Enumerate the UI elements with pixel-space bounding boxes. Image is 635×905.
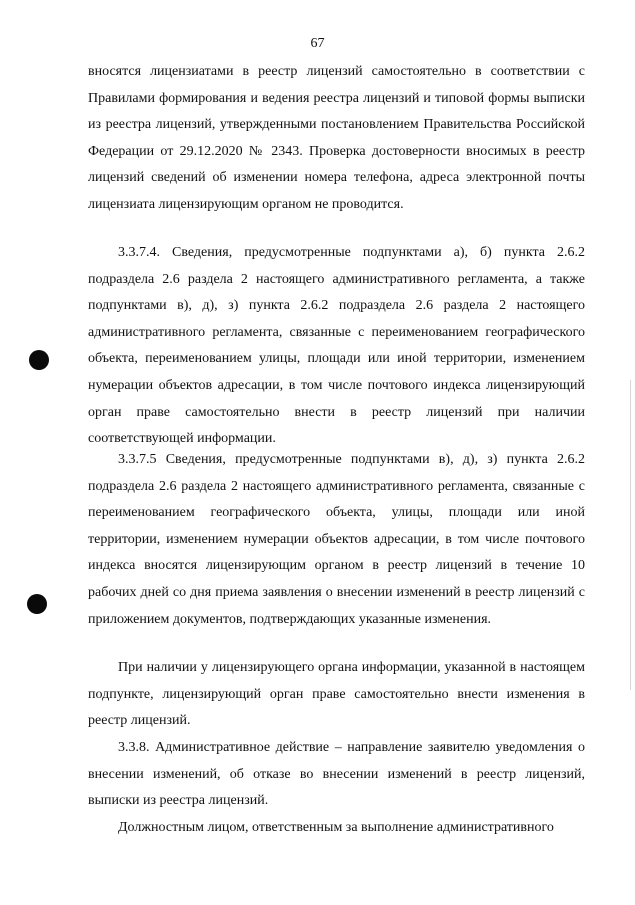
- page-edge-line: [630, 380, 631, 690]
- paragraph-3-3-7-5: 3.3.7.5 Сведения, предусмотренные подпунктами в), д), з) пункта 2.6.2 подраздела 2.6 раздела 2 настоящего административного регламента, связанные с переименованием географического объекта, улицы, площади или иной территории, изменением нумерации объектов адресации, в том числе почтового индекса вносятся лицензирующим органом в реестр лицензий в течение 10 рабочих дней со дня приема заявления о внесении изменений в реестр лицензий с приложением документов, подтверждающих указанные изменения.: [88, 452, 585, 627]
- paragraph-3-3-8: 3.3.8. Административное действие – направление заявителю уведомления о внесении изменений, об отказе во внесении изменений в реестр лицензий, выписки из реестра лицензий.: [88, 740, 585, 809]
- paragraph-continuation: вносятся лицензиатами в реестр лицензий самостоятельно в соответствии с Правилами формирования и ведения реестра лицензий и типовой формы выписки из реестра лицензий, утвержденными постановлением Правительства Российской Федерации от 29.12.2020 № 2343. Проверка достоверности вносимых в реестр лицензий сведений об изменении номера телефона, адреса электронной почты лицензиата лицензирующим органом не проводится.: [88, 64, 585, 212]
- paragraph-responsible-official: Должностным лицом, ответственным за выполнение административного: [118, 820, 554, 835]
- paragraph-licensing-authority-info: При наличии у лицензирующего органа информации, указанной в настоящем подпункте, лицензирующий орган праве самостоятельно внести изменения в реестр лицензий.: [88, 660, 585, 729]
- paragraph-3-3-7-4: 3.3.7.4. Сведения, предусмотренные подпунктами а), б) пункта 2.6.2 подраздела 2.6 раздела 2 настоящего административного регламента, а также подпунктами в), д), з) пункта 2.6.2 подраздела 2.6 раздела 2 настоящего административного регламента, связанные с переименованием географического объекта, переименованием улицы, площади или иной территории, изменением нумерации объектов адресации, в том числе почтового индекса лицензирующий орган праве самостоятельно внести в реестр лицензий при наличии соответствующей информации.: [88, 245, 585, 447]
- page-number: 67: [310, 36, 325, 51]
- punch-hole-upper: [29, 350, 49, 370]
- punch-hole-lower: [27, 594, 47, 614]
